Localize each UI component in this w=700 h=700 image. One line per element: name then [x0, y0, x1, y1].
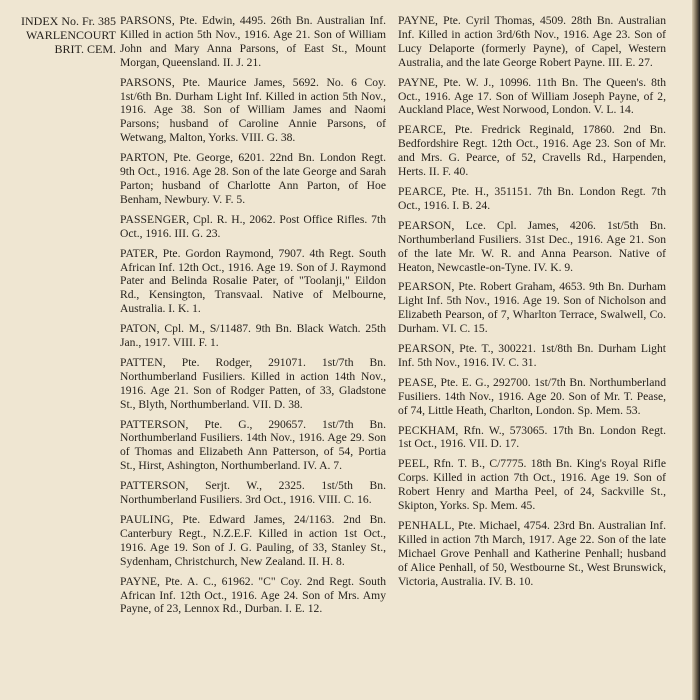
entry-details: Pte. Robert Graham, 4653. 9th Bn. Durham Light Inf. 5th Nov., 1916. Age 19. Son of Nicholson and Elizabeth Pearson, of 7, Wharlton Terrace, Swalwell, Co. Durham. VI. C. 15. [398, 280, 666, 336]
right-column [398, 14, 666, 595]
entry [120, 322, 386, 350]
index-header [4, 14, 116, 56]
left-column [120, 14, 386, 622]
entry-surname: PEARSON, [398, 280, 455, 294]
entry [120, 356, 386, 412]
entry-surname: PAYNE, [398, 75, 439, 89]
entry-surname: PATTERSON, [120, 479, 189, 493]
entry-details: Pte. H., 351151. 7th Bn. London Regt. 7th Oct., 1916. I. B. 24. [398, 184, 666, 212]
entry-surname: PEARSON, [398, 218, 455, 232]
entry-details: Pte. W. J., 10996. 11th Bn. The Queen's. 8th Oct., 1916. Age 17. Son of William Joseph Payne, of 2, Auckland Place, West Norwood, London. V. L. 14. [398, 75, 666, 117]
entry-details: Pte. Maurice James, 5692. No. 6 Coy. 1st/6th Bn. Durham Light Inf. Killed in action 5th Nov., 1916. Age 38. Son of William James and Naomi Parsons; husband of Caroline Annie Parsons, of Wetwang, Malton, Yorks. VIII. G. 38. [120, 75, 386, 145]
entry-details: Cpl. M., S/11487. 9th Bn. Black Watch. 25th Jan., 1917. VIII. F. 1. [120, 322, 386, 350]
entry-surname: PAYNE, [120, 574, 161, 588]
entry-surname: PARSONS, [120, 14, 175, 27]
entry [120, 151, 386, 207]
entry [398, 123, 666, 179]
entry-details: Pte. Fredrick Reginald, 17860. 2nd Bn. Bedfordshire Regt. 12th Oct., 1916. Age 23. Son of Mr. and Mrs. G. Pearce, of 52, Cravells Rd., Harpenden, Herts. II. F. 40. [398, 123, 666, 179]
cemetery-abbrev: BRIT. CEM. [54, 42, 116, 56]
entry-surname: PECKHAM, [398, 423, 459, 437]
entry-surname: PATON, [120, 322, 160, 336]
entry-surname: PEARCE, [398, 123, 447, 137]
page-edge-shadow [692, 0, 700, 700]
entry-surname: PAYNE, [398, 14, 439, 27]
entry-details: Pte. Cyril Thomas, 4509. 28th Bn. Australian Inf. Killed in action 3rd/6th Nov., 1916. Age 23. Son of Lucy Delaporte (formerly Payne), of Capel, Western Australia, and the late George Robert Payne. III. E. 27. [398, 14, 666, 69]
entry-surname: PATTERSON, [120, 417, 189, 431]
entry [398, 342, 666, 370]
entry [120, 14, 386, 70]
entry [398, 424, 666, 452]
entry-details: Pte. T., 300221. 1st/8th Bn. Durham Light Inf. 5th Nov., 1916. IV. C. 31. [398, 342, 666, 369]
entry-surname: PAULING, [120, 513, 174, 526]
entry-surname: PENHALL, [398, 519, 455, 532]
entry-details: Serjt. W., 2325. 1st/5th Bn. Northumberland Fusiliers. 3rd Oct., 1916. VIII. C. 16. [120, 479, 386, 507]
entry [398, 519, 666, 589]
entry-surname: PEARCE, [398, 184, 447, 198]
entry [120, 76, 386, 146]
entry-surname: PATTEN, [120, 355, 166, 369]
entry-surname: PARTON, [120, 151, 169, 165]
entry [398, 76, 666, 118]
entry-details: Rfn. T. B., C/7775. 18th Bn. King's Royal Rifle Corps. Killed in action 7th Oct., 1916. Age 19. Son of Robert Henry and Martha Peel, of 24, Sackville St., Skipton, Yorks. Sp. Mem. 45. [398, 457, 666, 513]
entry-details: Pte. Rodger, 291071. 1st/7th Bn. Northumberland Fusiliers. Killed in action 14th Nov., 1916. Age 21. Son of Rodger Patten, of 33, Gladstone St., Blyth, Northumberland. VII. D. 38. [120, 355, 386, 411]
entry [120, 513, 386, 569]
entry-details: Pte. G., 290657. 1st/7th Bn. Northumberland Fusiliers. 14th Nov., 1916. Age 29. Son of Thomas and Elizabeth Ann Patterson, of 54, Portia St., Hirst, Ashington, Northumberland. IV. A. 7. [120, 417, 386, 473]
entry [398, 219, 666, 275]
entry-details: Pte. Michael, 4754. 23rd Bn. Australian Inf. Killed in action 7th March, 1917. Age 22. Son of the late Michael Grove Penhall and Katherine Penhall; husband of Alice Penhall, of 50, Westbourne St., West Brunswick, Victoria, Australia. IV. B. 10. [398, 519, 666, 588]
entry-surname: PATER, [120, 246, 158, 260]
entry-details: Pte. Gordon Raymond, 7907. 4th Regt. South African Inf. 12th Oct., 1916. Age 19. Son of J. Raymond Pater and Belinda Rosalie Pater, of "Toolanji," Eildon Rd., Kensington, Transvaal. Native of Melbourne, Australia. I. K. 1. [120, 246, 386, 316]
index-number: INDEX No. Fr. 385 [21, 14, 116, 28]
entry-surname: PARSONS, [120, 75, 175, 89]
entry-details: Lce. Cpl. James, 4206. 1st/5th Bn. Northumberland Fusiliers. 31st Dec., 1916. Age 21. Son of the late Mr. W. R. and Anna Pearson. Native of Heaton, Newcastle-on-Tyne. IV. K. 9. [398, 218, 666, 274]
entry [120, 575, 386, 617]
entry [120, 247, 386, 317]
cemetery-name: WARLENCOURT [26, 28, 116, 42]
entry [398, 376, 666, 418]
entry [120, 213, 386, 241]
entry [398, 14, 666, 70]
entry-details: Pte. E. G., 292700. 1st/7th Bn. Northumberland Fusiliers. 14th Nov., 1916. Age 20. Son of Mr. T. Pease, of 74, Little Heath, Charlton, London. Sp. Mem. 53. [398, 375, 666, 417]
entry-surname: PASSENGER, [120, 212, 190, 226]
entry [398, 280, 666, 336]
entry-details: Pte. Edward James, 24/1163. 2nd Bn. Canterbury Regt., N.Z.E.F. Killed in action 1st Oct., 1916. Age 19. Son of J. G. Pauling, of 33, Stanley St., Sydenham, Christchurch, New Zealand. II. H. 8. [120, 513, 386, 568]
entry [398, 185, 666, 213]
entry-details: Pte. George, 6201. 22nd Bn. London Regt. 9th Oct., 1916. Age 28. Son of the late George and Sarah Parton; husband of Charlotte Ann Parton, of Hoe Benham, Newbury. V. F. 5. [120, 151, 386, 206]
entry [120, 418, 386, 474]
entry-details: Rfn. W., 573065. 17th Bn. London Regt. 1st Oct., 1916. VII. D. 17. [398, 423, 666, 451]
entry [120, 479, 386, 507]
entry-surname: PEASE, [398, 375, 437, 389]
entry-details: Pte. A. C., 61962. "C" Coy. 2nd Regt. South African Inf. 12th Oct., 1916. Age 24. Son of Mrs. Amy Payne, of 23, Lennox Rd., Durban. I. E. 12. [120, 574, 386, 616]
entry-details: Pte. Edwin, 4495. 26th Bn. Australian Inf. Killed in action 5th Nov., 1916. Age 21. Son of William John and Mary Anna Parsons, of East St., Mount Morgan, Queensland. II. J. 21. [120, 14, 386, 69]
entry-details: Cpl. R. H., 2062. Post Office Rifles. 7th Oct., 1916. III. G. 23. [120, 212, 386, 240]
entry [398, 457, 666, 513]
entry-surname: PEEL, [398, 457, 430, 471]
entry-surname: PEARSON, [398, 342, 455, 356]
